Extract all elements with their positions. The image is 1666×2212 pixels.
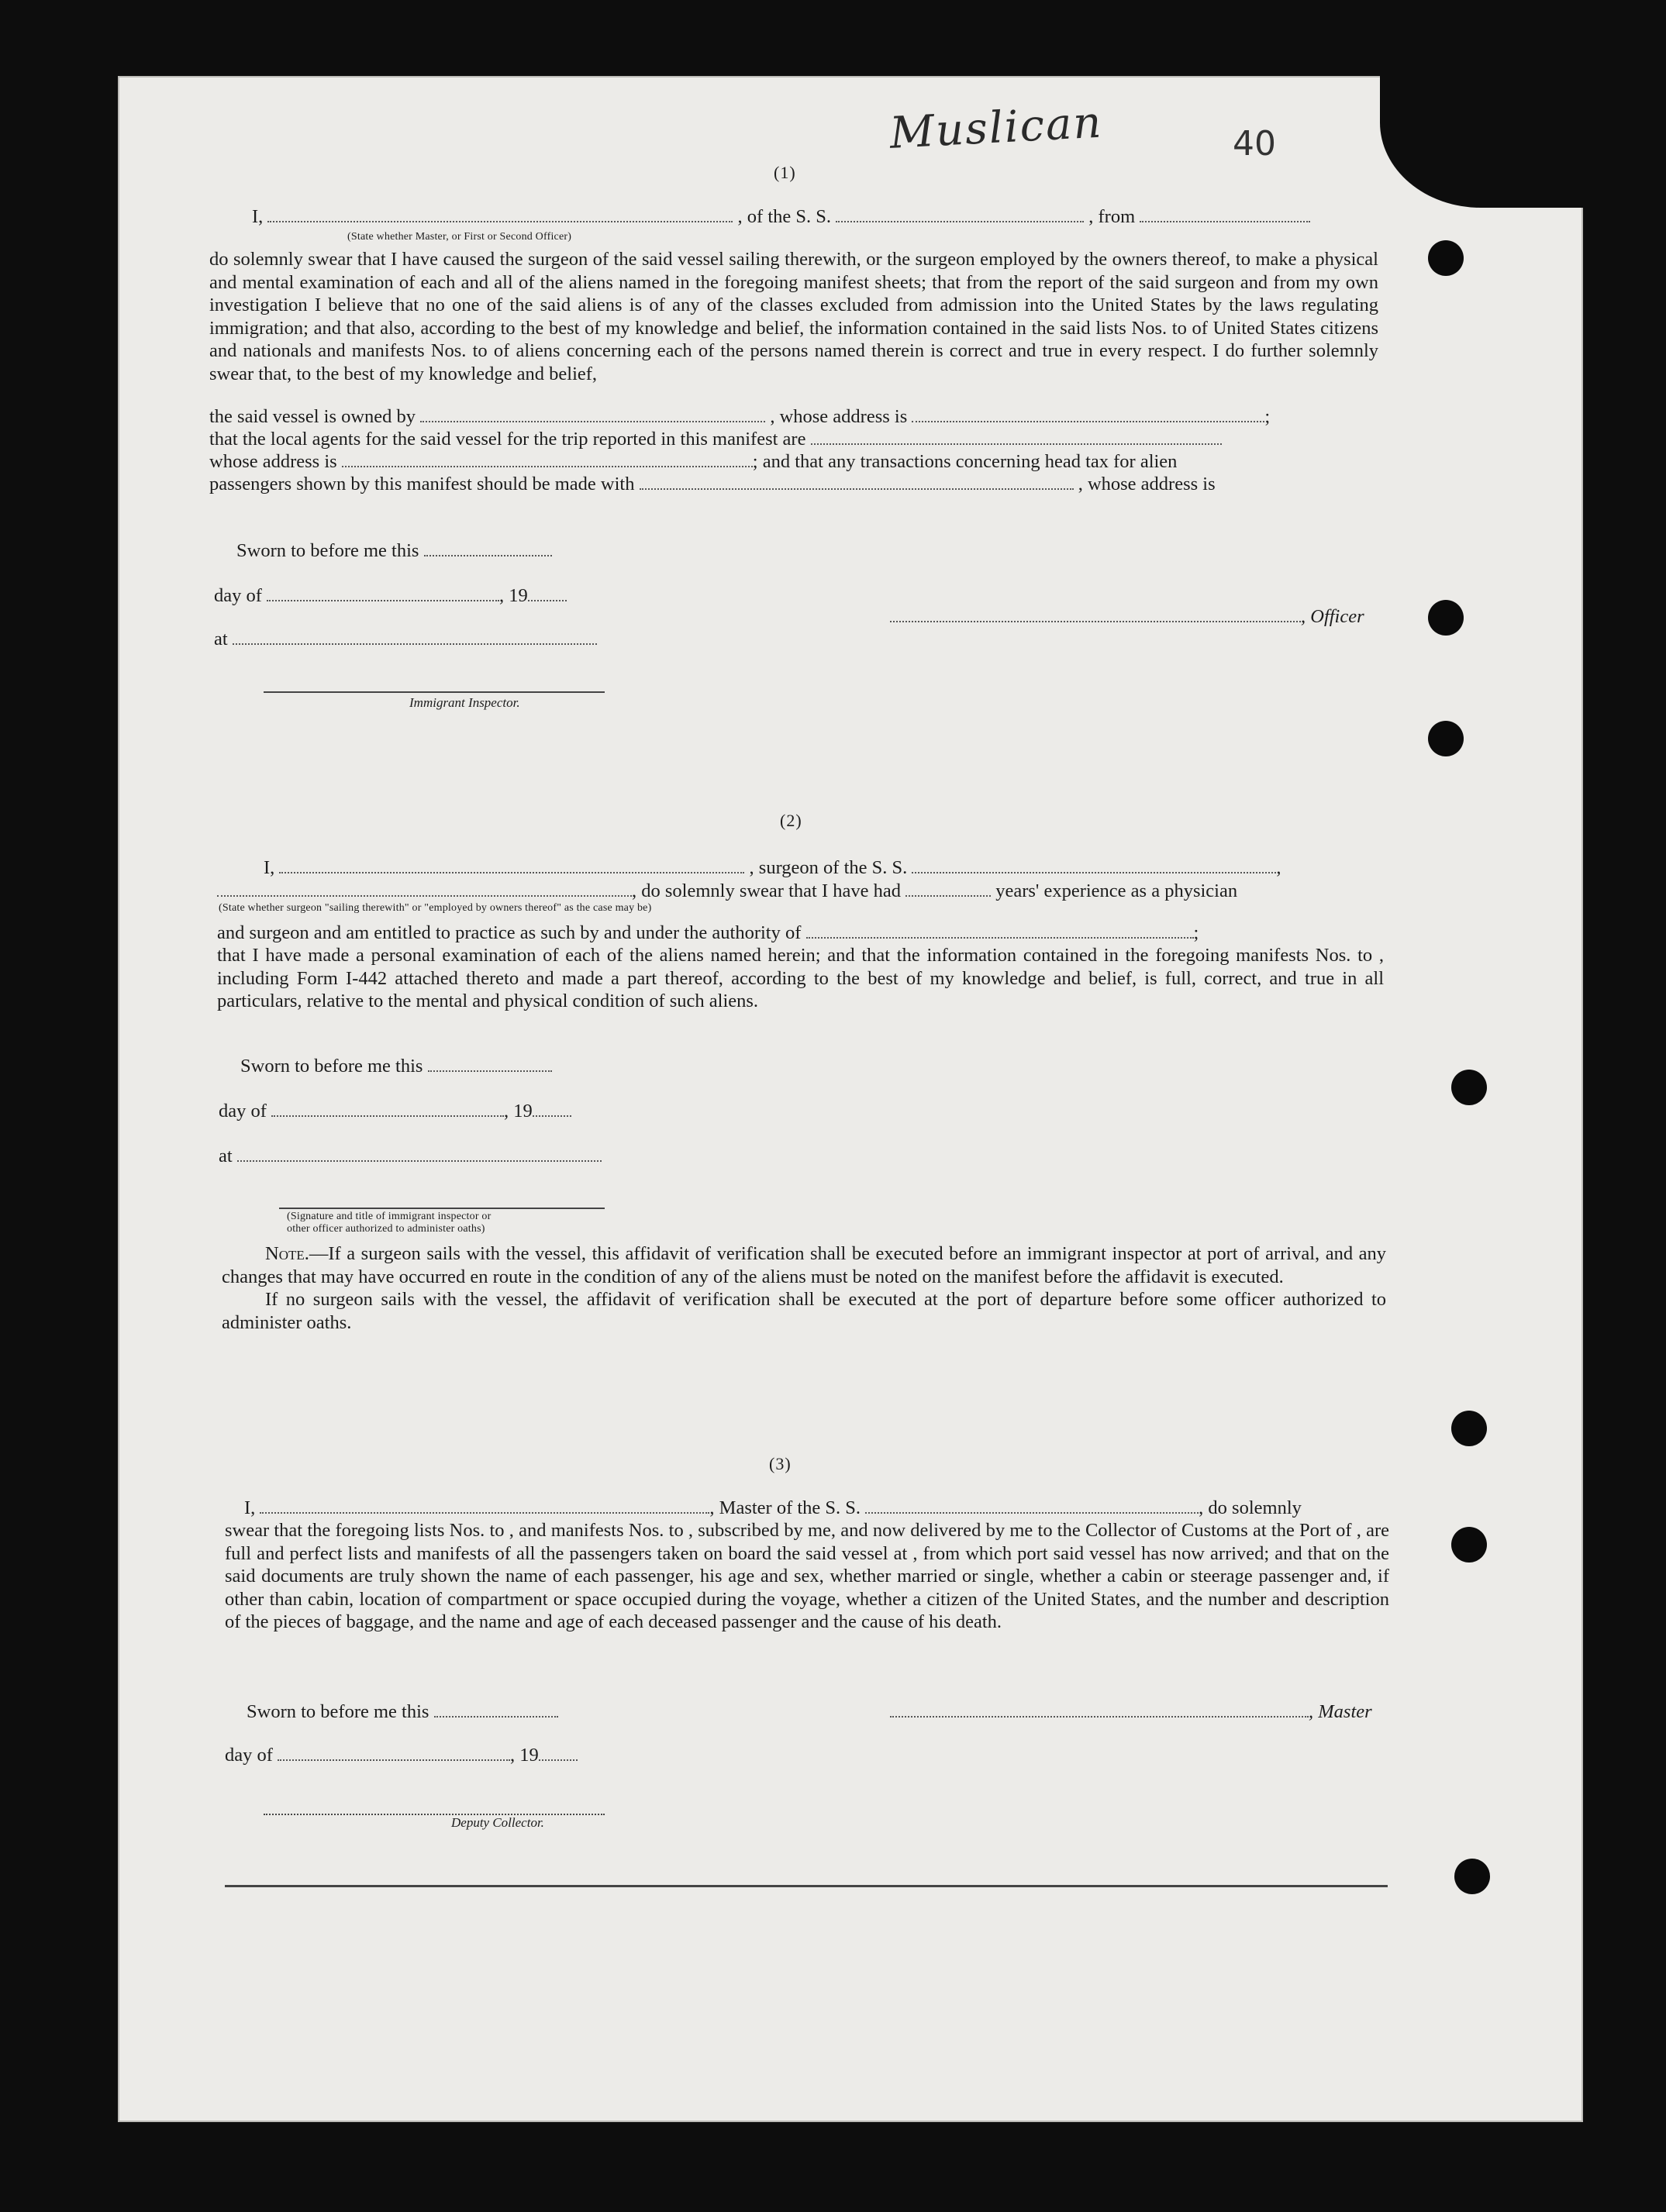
note-paragraph-1 [222, 1242, 1386, 1288]
officer-line [890, 606, 1364, 628]
from-port-field [1140, 207, 1310, 222]
year-field-2 [533, 1101, 571, 1117]
officer-signature-line-2 [279, 1208, 605, 1209]
master-of-label: , Master of the S. S. [709, 1497, 861, 1518]
section-1-sworn-line [236, 540, 552, 562]
owner-address-field [912, 407, 1264, 422]
nineteen-label-3: , 19 [510, 1745, 539, 1766]
immigrant-inspector-label: Immigrant Inspector. [409, 695, 520, 710]
surgeon-ship-field [912, 858, 1276, 873]
deputy-collector-label: Deputy Collector. [451, 1815, 544, 1830]
day-of-field [267, 586, 499, 601]
at-field [233, 629, 597, 645]
authority-line: and surgeon and am entitled to practice as such by and under the authority of ; [217, 922, 1199, 943]
surgeon-status-field [217, 881, 632, 897]
section-1-caption: (State whether Master, or First or Second Officer) [347, 231, 572, 243]
section-2-line-2 [217, 880, 1237, 902]
punch-hole [1451, 1527, 1487, 1563]
section-2-i: I, [264, 857, 275, 878]
master-label: , Master [1309, 1701, 1372, 1722]
section-1-number: (1) [774, 163, 796, 182]
bottom-rule [225, 1885, 1388, 1887]
whose-address-label: , whose address is [770, 406, 908, 427]
agents-address-label: whose address is [209, 451, 337, 472]
section-3-day-line [225, 1745, 578, 1766]
surgeon-name-field [279, 858, 744, 873]
section-2-number: (2) [780, 811, 802, 830]
note-text-1: —If a surgeon sails with the vessel, this affidavit of verification shall be executed before an immigrant inspector at port of arrival, and any changes that may have occurred en route in the condition of any of the aliens must be noted on the manifest before the affidavit is executed. [222, 1243, 1386, 1287]
section-2-caption: (State whether surgeon "sailing therewith" or "employed by owners thereof" as the case may be) [219, 902, 652, 914]
years-label: years' experience as a physician [995, 880, 1238, 901]
section-3-i: I, [244, 1497, 256, 1518]
years-field [905, 881, 991, 897]
sworn-label-3: Sworn to before me this [247, 1701, 429, 1722]
nineteen-label: , 19 [499, 585, 528, 606]
sworn-date-field [424, 541, 552, 556]
owner-field [420, 407, 765, 422]
whose-address-end-label: , whose address is [1078, 474, 1216, 494]
agents-address-field [342, 452, 753, 467]
agents-address-line [209, 451, 1177, 473]
surgeon-of-label: , surgeon of the S. S. [749, 857, 908, 878]
year-field-3 [539, 1745, 578, 1761]
agents-label: that the local agents for the said vessel for the trip reported in this manifest are [209, 429, 806, 450]
master-ship-field [865, 1498, 1199, 1514]
section-2-line-1: I, , surgeon of the S. S. , [264, 857, 1281, 878]
sig-caption-1: (Signature and title of immigrant inspector or [287, 1211, 492, 1222]
sig-caption-2: other officer authorized to administer oaths) [287, 1223, 485, 1235]
owned-by-line: the said vessel is owned by , whose address is ; [209, 406, 1271, 427]
note-text-2: If no surgeon sails with the vessel, the affidavit of verification shall be executed at the port of departure before some officer authorized to administer oaths. [222, 1289, 1386, 1333]
section-1-body [209, 248, 1378, 385]
sworn-label: Sworn to before me this [236, 540, 419, 561]
master-signature-line [890, 1701, 1372, 1723]
punch-hole [1451, 1411, 1487, 1446]
sworn-label-2: Sworn to before me this [240, 1056, 423, 1077]
owned-by-label: the said vessel is owned by [209, 406, 416, 427]
ship-name-field [836, 207, 1084, 222]
section-1-i: I, [252, 206, 264, 227]
officer-label: , Officer [1301, 606, 1364, 627]
agents-field [811, 429, 1222, 445]
at-label: at [214, 629, 228, 649]
head-tax-label: ; and that any transactions concerning head tax for alien [752, 451, 1178, 472]
punch-hole [1454, 1859, 1490, 1894]
section-3-number: (3) [769, 1454, 792, 1473]
master-signature-field [890, 1702, 1309, 1718]
day-of-field-2 [271, 1101, 504, 1117]
punch-hole [1428, 600, 1464, 636]
page-number: 40 [1233, 124, 1276, 164]
do-solemnly-3: , do solemnly [1199, 1497, 1302, 1518]
section-3-body [225, 1519, 1389, 1634]
from-label: , from [1088, 206, 1136, 227]
year-field [528, 586, 567, 601]
section-3-sworn-line [247, 1701, 558, 1723]
section-2-oath-text: that I have made a personal examination of each of the aliens named herein; and that the information contained in the foregoing manifests Nos. to , including Form I-442 attached thereto and made a part thereof, according to the best of my knowledge and belief, is full, correct, and true in all particulars, relative to the mental and physical condition of such aliens. [217, 945, 1384, 1011]
authority-label: and surgeon and am entitled to practice as such by and under the authority of [217, 922, 802, 943]
section-1-at-line [214, 629, 597, 650]
master-name-field [267, 207, 733, 222]
agents-line [209, 429, 1222, 450]
officer-signature-field [890, 607, 1301, 622]
note-block [222, 1242, 1386, 1334]
section-2-body [217, 944, 1384, 1013]
passengers-label: passengers shown by this manifest should be made with [209, 474, 635, 494]
passengers-line [209, 474, 1216, 495]
section-1-oath-text: do solemnly swear that I have caused the surgeon of the said vessel sailing therewith, or the surgeon employed by the owners thereof, to make a physical and mental examination of each and all of the aliens named in the foregoing manifest sheets; that from the report of the said surgeon and from my own investigation I believe that no one of the said aliens is of any of the classes excluded from admission into the United States by the laws regulating immigration; and that also, according to the best of my knowledge and belief, the information contained in the said lists Nos. to of United States citizens and nationals and manifests Nos. to of aliens concerning each of the persons named therein is correct and true in every respect. I do further solemnly swear that, to the best of my knowledge and belief, [209, 249, 1378, 384]
note-paragraph-2 [222, 1288, 1386, 1334]
of-ss-label: , of the S. S. [737, 206, 832, 227]
punch-hole [1428, 721, 1464, 756]
inspector-signature-line [264, 691, 605, 693]
note-label: Note. [265, 1243, 309, 1264]
section-1-day-line [214, 585, 567, 607]
punch-hole [1428, 240, 1464, 276]
day-of-field-3 [278, 1745, 510, 1761]
punch-hole [1451, 1070, 1487, 1105]
section-2-sworn-line [240, 1056, 552, 1077]
day-of-label: day of [214, 585, 262, 606]
head-tax-contact-field [640, 474, 1074, 490]
at-field-2 [237, 1146, 602, 1162]
sworn-date-field-2 [428, 1056, 552, 1072]
collector-signature-line [264, 1814, 605, 1815]
day-of-label-2: day of [219, 1101, 267, 1122]
nineteen-label-2: , 19 [504, 1101, 533, 1122]
do-solemnly-label: , do solemnly swear that I have had [632, 880, 901, 901]
section-2-day-line [219, 1101, 571, 1122]
day-of-label-3: day of [225, 1745, 273, 1766]
sworn-date-field-3 [434, 1702, 558, 1718]
at-label-2: at [219, 1146, 233, 1166]
authority-field [806, 923, 1194, 939]
master-name-field-3 [260, 1498, 709, 1514]
section-3-line-1 [244, 1497, 1302, 1519]
section-2-at-line [219, 1146, 602, 1167]
handwritten-name: Muslican [888, 97, 1104, 159]
section-3-oath-text: swear that the foregoing lists Nos. to , and manifests Nos. to , subscribed by me, and now delivered by me to the Collector of Customs at the Port of , are full and perfect lists and manifests of all the passengers taken on board the said vessel at , from which port said vessel has now arrived; and that on the said documents are truly shown the name of each passenger, his age and sex, whether married or single, whether a cabin or steerage passenger and, if other than cabin, location of compartment or space occupied during the voyage, whether a citizen of the United States, and the number and description of the pieces of baggage, and the name and age of each deceased passenger and the cause of his death. [225, 1520, 1389, 1632]
section-1-line-1 [252, 206, 1310, 228]
